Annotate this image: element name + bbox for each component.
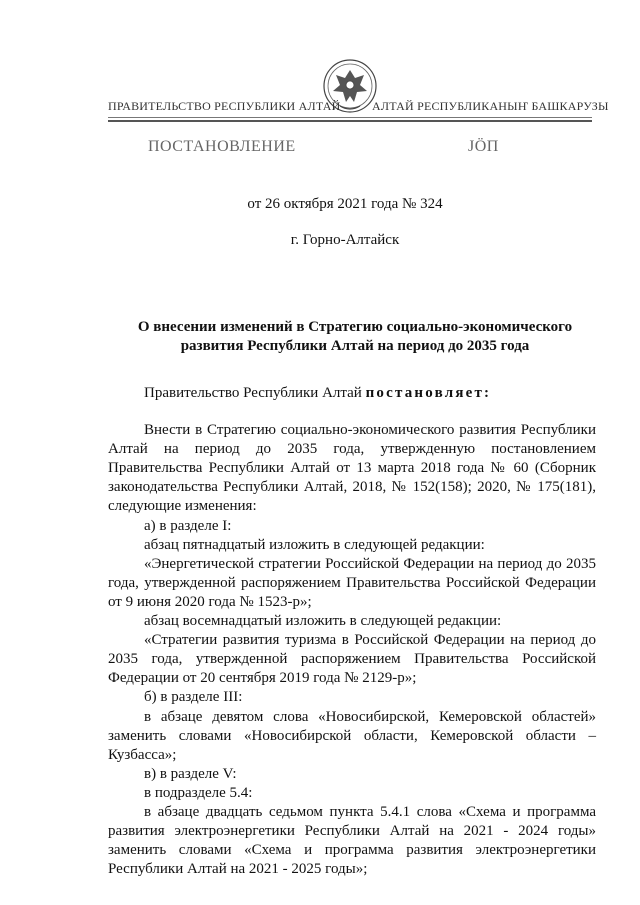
paragraph-11: в абзаце двадцать седьмом пункта 5.4.1 слова «Схема и программа развития электроэнергетики Республики Алтай на 2021 - 2024 годы» заменить словами «Схема и программа развития электроэнергетики Республики Алтай на 2021 - 2025 годы»; (108, 803, 596, 878)
paragraph-8: в абзаце девятом слова «Новосибирской, Кемеровской областей» заменить словами «Новосибирской области, Кемеровской области – Кузбасса»; (108, 708, 596, 763)
intro-emphasis: постановляет: (365, 385, 492, 401)
government-name-russian: ПРАВИТЕЛЬСТВО РЕСПУБЛИКИ АЛТАЙ (108, 99, 341, 113)
document-type-russian: ПОСТАНОВЛЕНИЕ (148, 138, 296, 155)
header-divider-thin (108, 117, 592, 118)
paragraph-4: «Энергетической стратегии Российской Федерации на период до 2035 года, утвержденной распоряжением Правительства Российской Федерации от 9 июня 2020 года № 1523-р»; (108, 555, 596, 610)
document-title (110, 318, 600, 356)
intro-text: Правительство Республики Алтай (144, 385, 366, 401)
document-title-line-1: О внесении изменений в Стратегию социально-экономического (137, 319, 573, 335)
government-name-altai: АЛТАЙ РЕСПУБЛИКАНЫҤ БАШКАРУЗЫ (372, 99, 609, 113)
document-city: г. Горно-Алтайск (290, 232, 400, 248)
resolution-intro (108, 384, 596, 403)
paragraph-6: «Стратегии развития туризма в Российской Федерации на период до 2035 года, утвержденной распоряжением Правительства Российской Федерации от 20 сентября 2019 года № 2129-р»; (108, 632, 596, 687)
document-body (108, 384, 596, 879)
document-date-number: от 26 октября 2021 года № 324 (247, 196, 443, 212)
document-type-altai: ЈӦП (468, 138, 499, 155)
header-divider-thick (108, 120, 592, 122)
paragraph-1: Внести в Стратегию социально-экономического развития Республики Алтай на период до 2035 года, утвержденную постановлением Правительства Республики Алтай от 13 марта 2018 года № 60 (Сборник законодательства Республики Алтай, 2018, № 152(158); 2020, № 175(181), следующие изменения: (108, 422, 596, 515)
paragraph-5: абзац восемнадцатый изложить в следующей редакции: (144, 613, 502, 630)
paragraph-10: в подразделе 5.4: (144, 784, 253, 801)
paragraph-7: б) в разделе III: (144, 689, 243, 706)
document-title-line-2: развития Республики Алтай на период до 2035 года (180, 338, 530, 354)
paragraph-2: а) в разделе I: (144, 517, 232, 534)
paragraph-3: абзац пятнадцатый изложить в следующей редакции: (144, 536, 485, 553)
paragraph-9: в) в разделе V: (144, 765, 237, 782)
